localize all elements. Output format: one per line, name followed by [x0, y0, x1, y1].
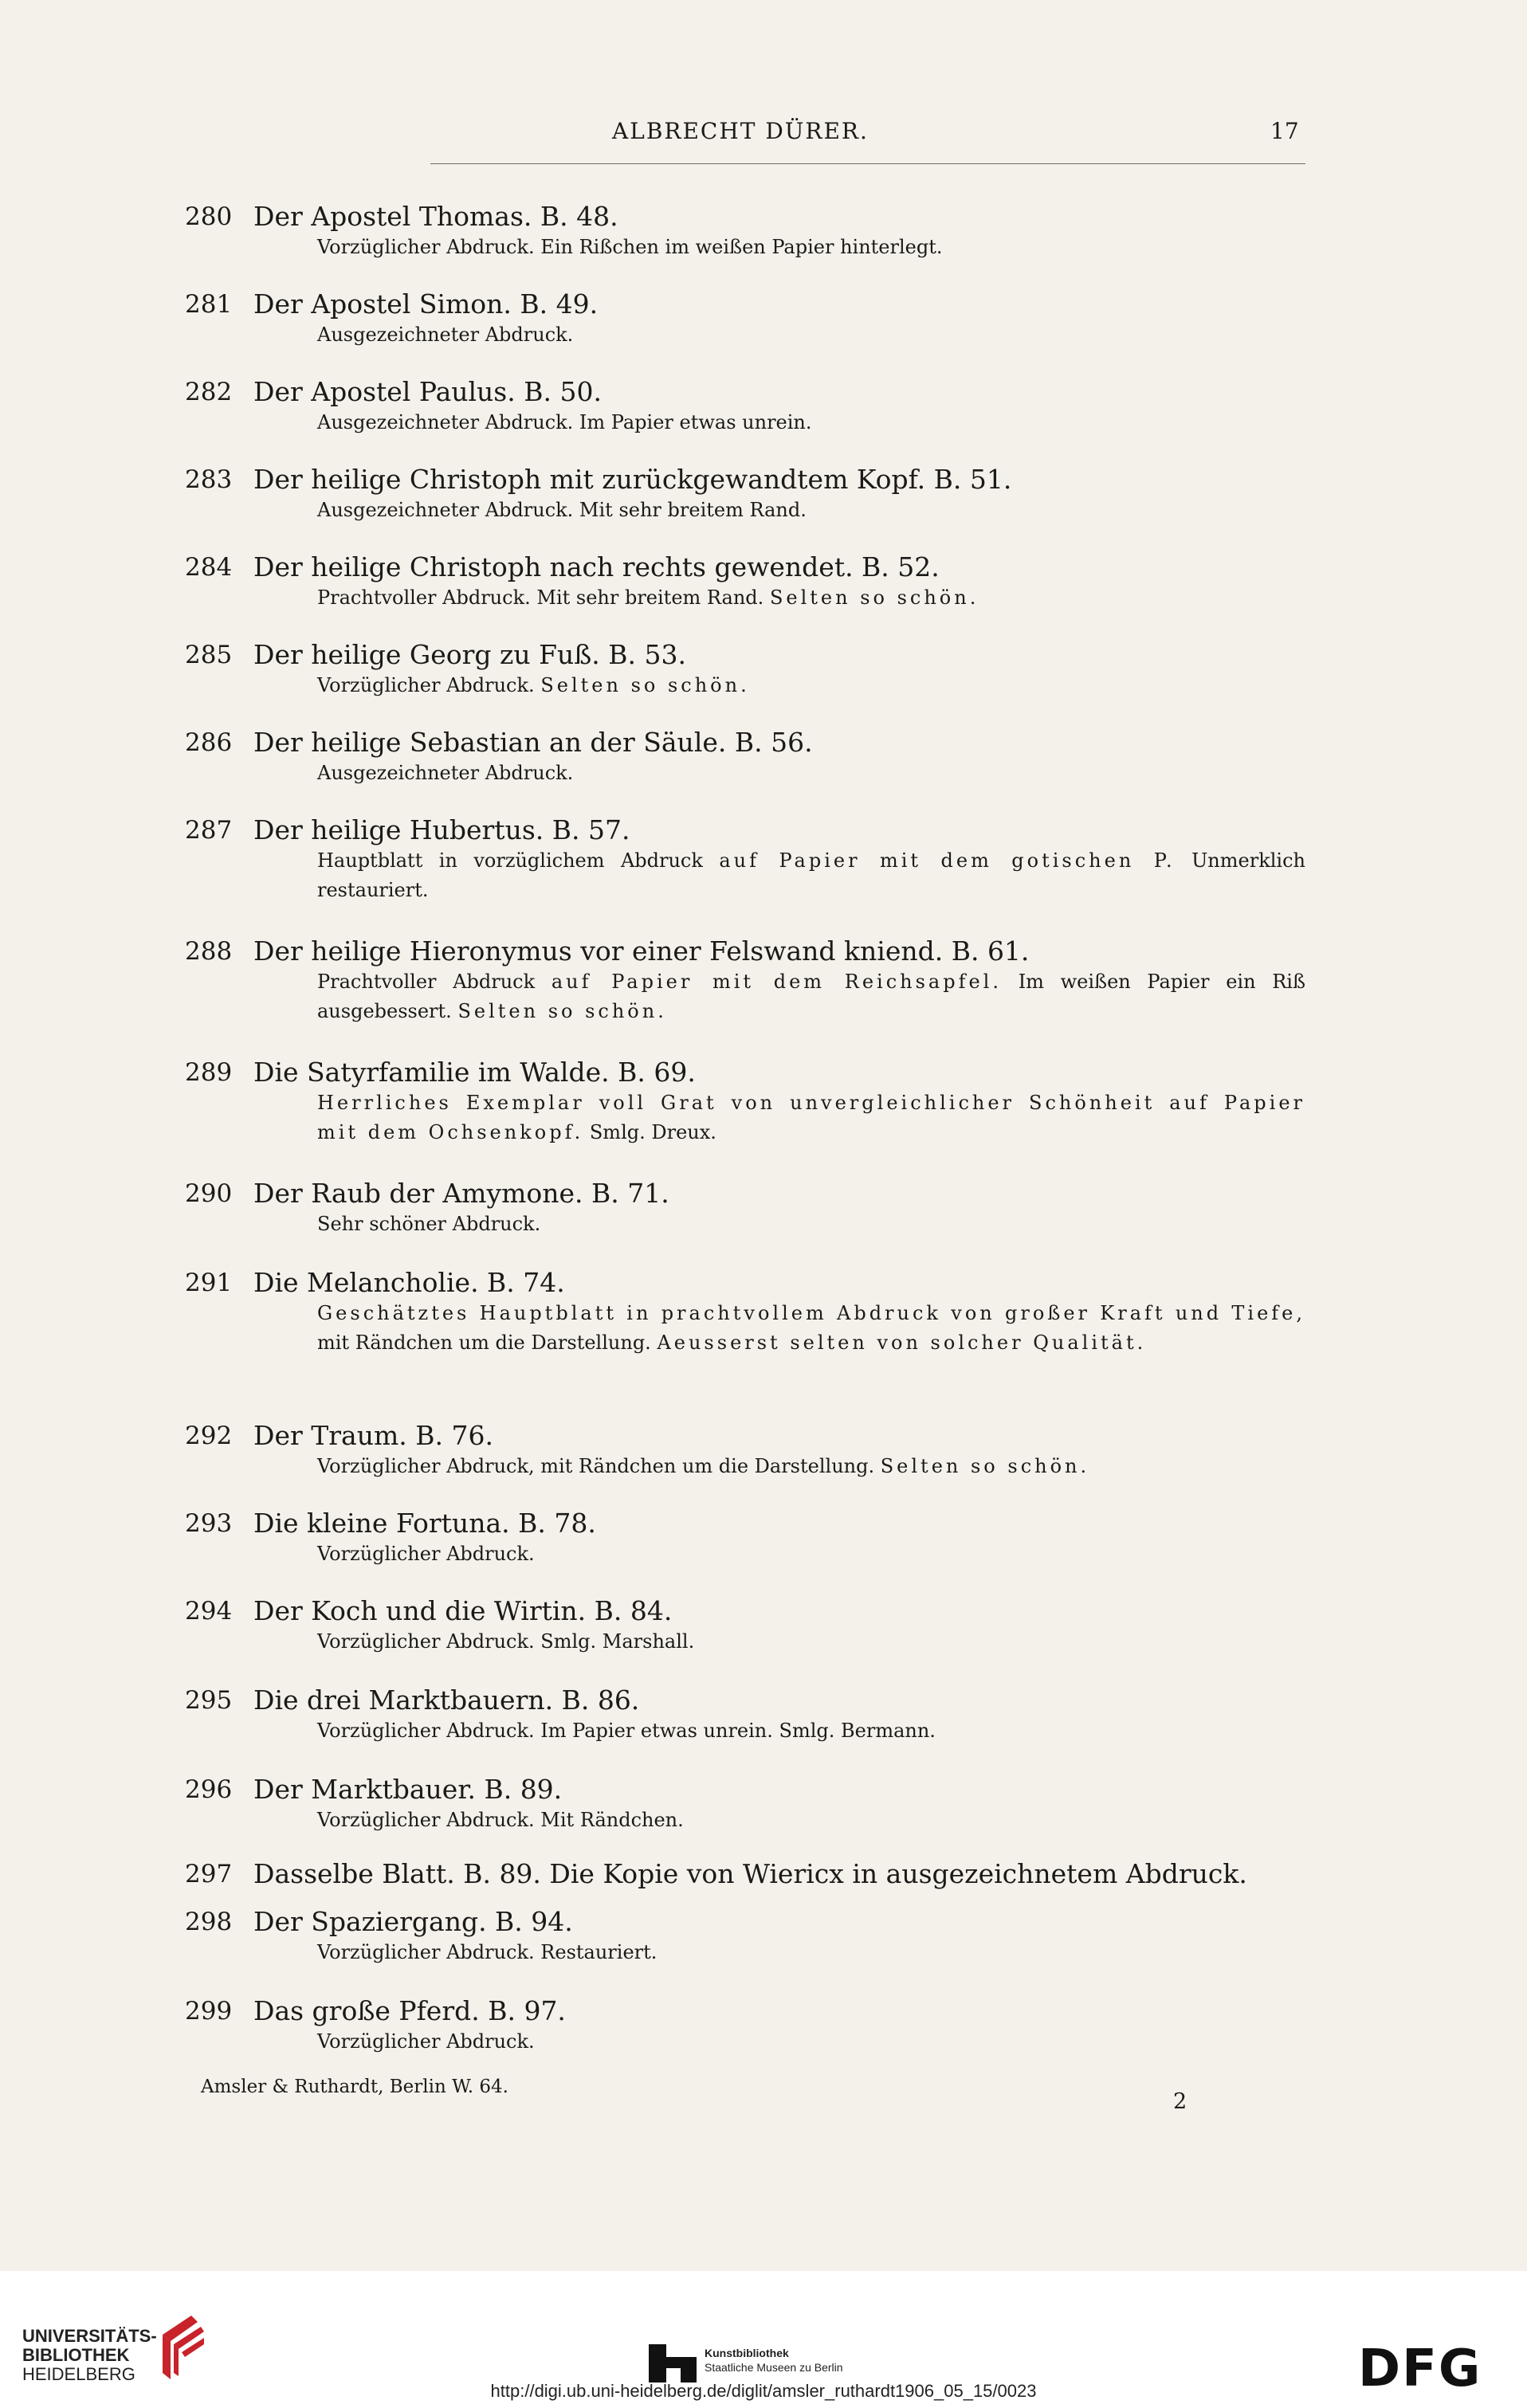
- page-number: 17: [1270, 118, 1299, 144]
- note-emphasis: Geschätztes Hauptblatt in prachtvollem Abdruck von großer Kraft und Tiefe,: [317, 1302, 1305, 1324]
- entry-heading: Der Apostel Simon. B. 49.: [253, 288, 599, 320]
- entry-number: 288: [185, 937, 233, 966]
- entry-number: 293: [185, 1509, 233, 1538]
- kunstbibliothek-logo-icon: [649, 2344, 697, 2383]
- entry-heading: Das große Pferd. B. 97.: [253, 1995, 566, 2026]
- entry-heading: Die Melancholie. B. 74.: [253, 1267, 565, 1298]
- entry-number: 291: [185, 1269, 233, 1297]
- note-emphasis: Selten so schön.: [880, 1455, 1090, 1477]
- note-emphasis: Selten so schön.: [769, 586, 979, 609]
- note-emphasis: auf Papier mit dem gotischen P.: [719, 849, 1176, 872]
- entry-number: 281: [185, 290, 233, 319]
- note-text: Ausgezeichneter Abdruck. Mit sehr breitem Rand.: [317, 499, 807, 521]
- entry-condition-note: [317, 1539, 1305, 1569]
- note-emphasis: Selten so schön.: [540, 674, 750, 696]
- entry-number: 282: [185, 378, 233, 406]
- kunstbibliothek-name: Kunstbibliothek: [705, 2347, 789, 2359]
- digitization-footer: [0, 2271, 1527, 2408]
- entry-number: 285: [185, 641, 233, 669]
- entry-number: 287: [185, 816, 233, 845]
- signature-mark: 2: [1173, 2089, 1187, 2114]
- entry-condition-note: [317, 1452, 1305, 1481]
- entry-heading: Der Apostel Paulus. B. 50.: [253, 376, 602, 407]
- entry-condition-note: [317, 583, 1305, 613]
- note-text: Vorzüglicher Abdruck. Mit Rändchen.: [317, 1809, 684, 1831]
- entry-heading: Dasselbe Blatt. B. 89. Die Kopie von Wiericx in ausgezeichnetem Abdruck.: [253, 1858, 1247, 1889]
- note-emphasis: Selten so schön.: [457, 1000, 667, 1022]
- dfg-logo-text: DFG: [1358, 2343, 1482, 2390]
- note-text: Vorzüglicher Abdruck. Ein Rißchen im weißen Papier hinterlegt.: [317, 236, 943, 258]
- note-text: Prachtvoller Abdruck. Mit sehr breitem Rand.: [317, 586, 770, 609]
- entry-condition-note: [317, 320, 1305, 350]
- entry-condition-note: [317, 846, 1305, 905]
- entry-number: 283: [185, 465, 233, 494]
- entry-number: 280: [185, 202, 233, 231]
- entry-condition-note: [317, 1088, 1305, 1147]
- entry-heading: Der Spaziergang. B. 94.: [253, 1906, 573, 1937]
- permalink-url[interactable]: http://digi.ub.uni-heidelberg.de/diglit/amsler_ruthardt1906_05_15/0023: [490, 2381, 1037, 2401]
- entry-condition-note: [317, 671, 1305, 700]
- entry-condition-note: [317, 1299, 1305, 1358]
- note-text: Hauptblatt in vorzüglichem Abdruck: [317, 849, 720, 872]
- note-text: Im weißen Papier ein Riß ausgebessert.: [317, 971, 1306, 1022]
- entry-condition-note: [317, 1210, 1305, 1239]
- kunstbibliothek-wordmark: [705, 2346, 843, 2375]
- note-text: Vorzüglicher Abdruck. Restauriert.: [317, 1941, 658, 1963]
- note-text: Vorzüglicher Abdruck.: [317, 1543, 535, 1565]
- entry-number: 294: [185, 1597, 233, 1626]
- entry-heading: Die drei Marktbauern. B. 86.: [253, 1684, 640, 1716]
- note-text: Ausgezeichneter Abdruck. Im Papier etwas unrein.: [317, 411, 812, 433]
- entry-condition-note: [317, 1806, 1305, 1835]
- note-text: Vorzüglicher Abdruck. Im Papier etwas unrein. Smlg. Bermann.: [317, 1720, 936, 1742]
- entry-condition-note: [317, 496, 1305, 525]
- note-text: Sehr schöner Abdruck.: [317, 1213, 541, 1235]
- note-text: Smlg. Dreux.: [583, 1121, 716, 1143]
- entry-heading: Der heilige Christoph mit zurückgewandtem Kopf. B. 51.: [253, 464, 1012, 495]
- entry-condition-note: [317, 759, 1305, 788]
- university-library-line: BIBLIOTHEK: [22, 2345, 130, 2365]
- note-text: Ausgezeichneter Abdruck.: [317, 324, 574, 346]
- entry-heading: Der heilige Christoph nach rechts gewendet. B. 52.: [253, 551, 940, 582]
- entry-heading: Der Raub der Amymone. B. 71.: [253, 1178, 669, 1209]
- university-library-line: UNIVERSITÄTS-: [22, 2326, 157, 2346]
- entry-number: 296: [185, 1775, 233, 1804]
- entry-number: 292: [185, 1422, 233, 1450]
- entry-number: 286: [185, 728, 233, 757]
- entry-heading: Die Satyrfamilie im Walde. B. 69.: [253, 1057, 696, 1088]
- entry-condition-note: [317, 233, 1305, 262]
- entry-heading: Der heilige Hubertus. B. 57.: [253, 814, 630, 845]
- entry-number: 289: [185, 1058, 233, 1087]
- entry-condition-note: [317, 1716, 1305, 1746]
- note-emphasis: auf Papier mit dem Reichsapfel.: [551, 971, 1002, 993]
- university-library-line: HEIDELBERG: [22, 2364, 135, 2384]
- note-text: Prachtvoller Abdruck: [317, 971, 552, 993]
- entry-number: 299: [185, 1997, 233, 2026]
- entry-heading: Der Traum. B. 76.: [253, 1420, 493, 1451]
- note-text: Unmerklich restauriert.: [317, 849, 1305, 901]
- note-text: Vorzüglicher Abdruck. Smlg. Marshall.: [317, 1630, 695, 1653]
- entry-number: 284: [185, 553, 233, 582]
- entry-heading: Der heilige Sebastian an der Säule. B. 56.: [253, 727, 813, 758]
- entry-condition-note: [317, 1938, 1305, 1967]
- university-library-logo-icon: [156, 2311, 207, 2383]
- note-text: Ausgezeichneter Abdruck.: [317, 762, 574, 784]
- note-text: Vorzüglicher Abdruck, mit Rändchen um die Darstellung.: [317, 1455, 881, 1477]
- entry-number: 290: [185, 1179, 233, 1208]
- note-text: Vorzüglicher Abdruck.: [317, 674, 541, 696]
- imprint: Amsler & Ruthardt, Berlin W. 64.: [201, 2077, 508, 2097]
- note-text: Vorzüglicher Abdruck.: [317, 2030, 535, 2053]
- entry-condition-note: [317, 408, 1305, 437]
- running-head-title: ALBRECHT DÜRER.: [612, 118, 869, 144]
- entry-heading: Der Apostel Thomas. B. 48.: [253, 201, 618, 232]
- note-emphasis: Herrliches Exemplar voll Grat von unvergleichlicher Schönheit auf Papier mit dem Ochsenkopf.: [317, 1092, 1305, 1143]
- entry-heading: Der heilige Georg zu Fuß. B. 53.: [253, 639, 687, 670]
- note-emphasis: Aeusserst selten von solcher Qualität.: [657, 1331, 1147, 1354]
- entry-number: 297: [185, 1860, 233, 1888]
- entry-heading: Die kleine Fortuna. B. 78.: [253, 1508, 596, 1539]
- entry-heading: Der Koch und die Wirtin. B. 84.: [253, 1595, 673, 1626]
- entry-condition-note: [317, 967, 1305, 1026]
- entry-condition-note: [317, 2027, 1305, 2057]
- entry-number: 298: [185, 1908, 233, 1936]
- kunstbibliothek-subtitle: Staatliche Museen zu Berlin: [705, 2361, 843, 2374]
- university-library-wordmark: [22, 2327, 157, 2384]
- entry-heading: Der heilige Hieronymus vor einer Felswand kniend. B. 61.: [253, 935, 1030, 967]
- entry-condition-note: [317, 1627, 1305, 1657]
- note-text: mit Rändchen um die Darstellung.: [317, 1331, 658, 1354]
- entry-heading: Der Marktbauer. B. 89.: [253, 1774, 563, 1805]
- entry-number: 295: [185, 1686, 233, 1715]
